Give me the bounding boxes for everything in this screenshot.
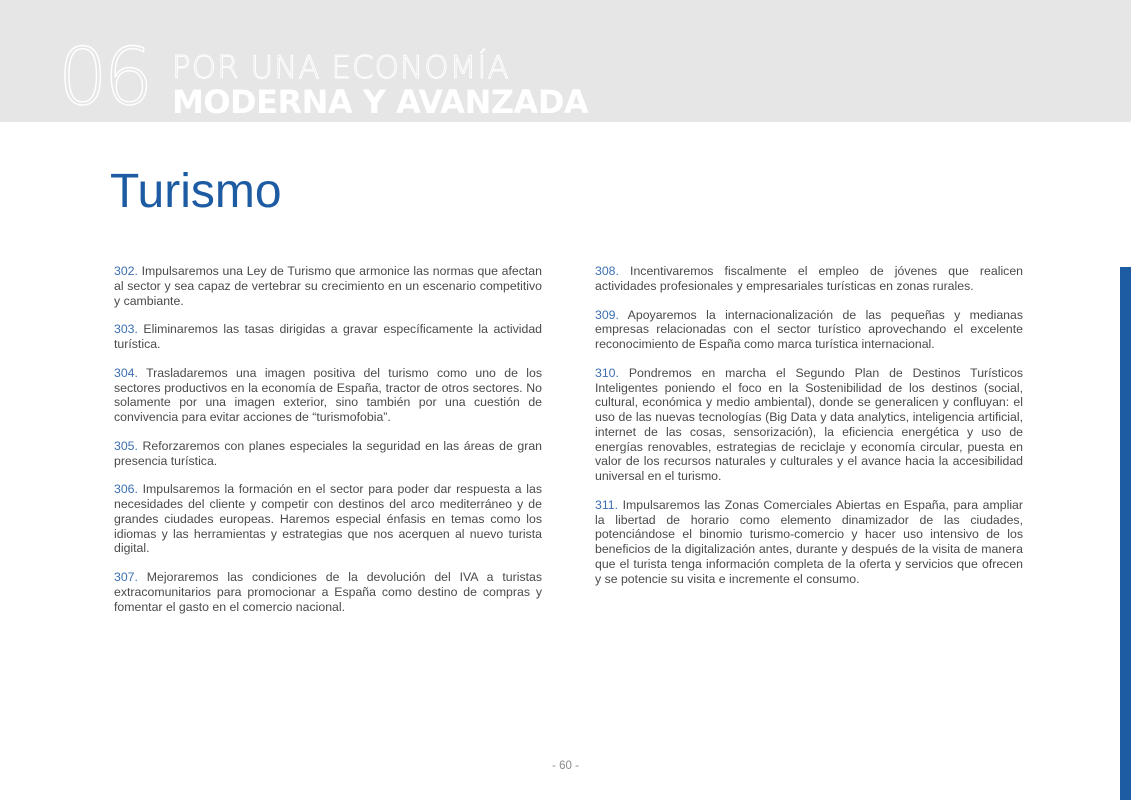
proposal-number: 310.: [595, 365, 619, 380]
proposal-item: [114, 366, 542, 425]
proposal-text: Impulsaremos una Ley de Turismo que armonice las normas que afectan al sector y sea capaz de vertebrar su crecimiento en un escenario competitivo y cambiante.: [114, 264, 542, 308]
proposal-text: Apoyaremos la internacionalización de las pequeñas y medianas empresas relacionadas con el sector turístico aprovechando el excelente reconocimiento de España como marca turística internacional.: [595, 307, 1023, 351]
proposal-text: Trasladaremos una imagen positiva del turismo como uno de los sectores productivos en la economía de España, tractor de otros sectores. No solamente por una imagen exterior, sino también por una cuestión de convivencia para evitar acciones de “turismofobia”.: [114, 365, 542, 424]
proposal-number: 305.: [114, 438, 138, 453]
proposal-number: 302.: [114, 264, 138, 278]
chapter-title-line2: MODERNA Y AVANZADA: [172, 83, 589, 121]
proposal-text: Eliminaremos las tasas dirigidas a gravar específicamente la actividad turística.: [114, 322, 542, 351]
chapter-title-line1: POR UNA ECONOMÍA: [172, 50, 510, 86]
page-title: Turismo: [110, 165, 282, 218]
proposal-item: [114, 322, 542, 352]
proposal-number: 304.: [114, 365, 138, 380]
proposal-text: Incentivaremos fiscalmente el empleo de jóvenes que realicen actividades profesionales y empresariales turísticas en zonas rurales.: [595, 264, 1023, 293]
proposal-number: 303.: [114, 322, 138, 337]
proposal-number: 307.: [114, 570, 138, 584]
proposal-item: [114, 570, 542, 614]
proposal-number: 306.: [114, 482, 138, 497]
chapter-number: 06: [58, 33, 150, 122]
side-accent-bar: [1120, 267, 1131, 800]
proposal-item: [595, 308, 1023, 352]
proposal-text: Reforzaremos con planes especiales la seguridad en las áreas de gran presencia turística.: [114, 438, 542, 468]
proposal-item: [595, 264, 1023, 294]
right-column: [595, 264, 1023, 600]
proposal-item: [595, 366, 1023, 484]
proposal-number: 311.: [595, 497, 619, 512]
proposal-item: [114, 264, 542, 308]
proposal-number: 308.: [595, 264, 619, 278]
proposal-number: 309.: [595, 307, 619, 322]
proposal-item: [595, 498, 1023, 587]
proposal-text: Pondremos en marcha el Segundo Plan de Destinos Turísticos Inteligentes poniendo el foco en la Sostenibilidad de los destinos (social, cultural, económica y medio ambiental), donde se generalicen y confluyan: el uso de las nuevas tecnologías (Big Data y data analytics, inteligencia artificial, internet de las cosas, sensorización), la eficiencia energética y uso de energías renovables, estrategias de reciclaje y economía circular, puesta en valor de los recursos naturales y culturales y el avance hacia la accesibilidad universal en el turismo.: [595, 365, 1023, 483]
page-number: - 60 -: [552, 760, 579, 772]
proposal-item: [114, 482, 542, 556]
proposal-text: Impulsaremos las Zonas Comerciales Abiertas en España, para ampliar la libertad de horario como elemento dinamizador de las ciudades, potenciándose el binomio turismo-comercio y hacer uso intensivo de los beneficios de la digitalización antes, durante y después de la visita de manera que el turista tenga información completa de la oferta y servicios que ofrecen y se potencie su visita e incremente el consumo.: [595, 497, 1023, 586]
proposal-item: [114, 439, 542, 469]
proposal-text: Mejoraremos las condiciones de la devolución del IVA a turistas extracomunitarios para promocionar a España como destino de compras y fomentar el gasto en el comercio nacional.: [114, 570, 542, 614]
chapter-header: [0, 0, 1131, 122]
proposal-text: Impulsaremos la formación en el sector para poder dar respuesta a las necesidades del cliente y competir con destinos del arco mediterráneo y de grandes ciudades europeas. Haremos especial énfasis en temas como los idiomas y las herramientas y estrategias que nos acerquen al nuevo turista digital.: [114, 482, 542, 556]
left-column: [114, 264, 542, 628]
